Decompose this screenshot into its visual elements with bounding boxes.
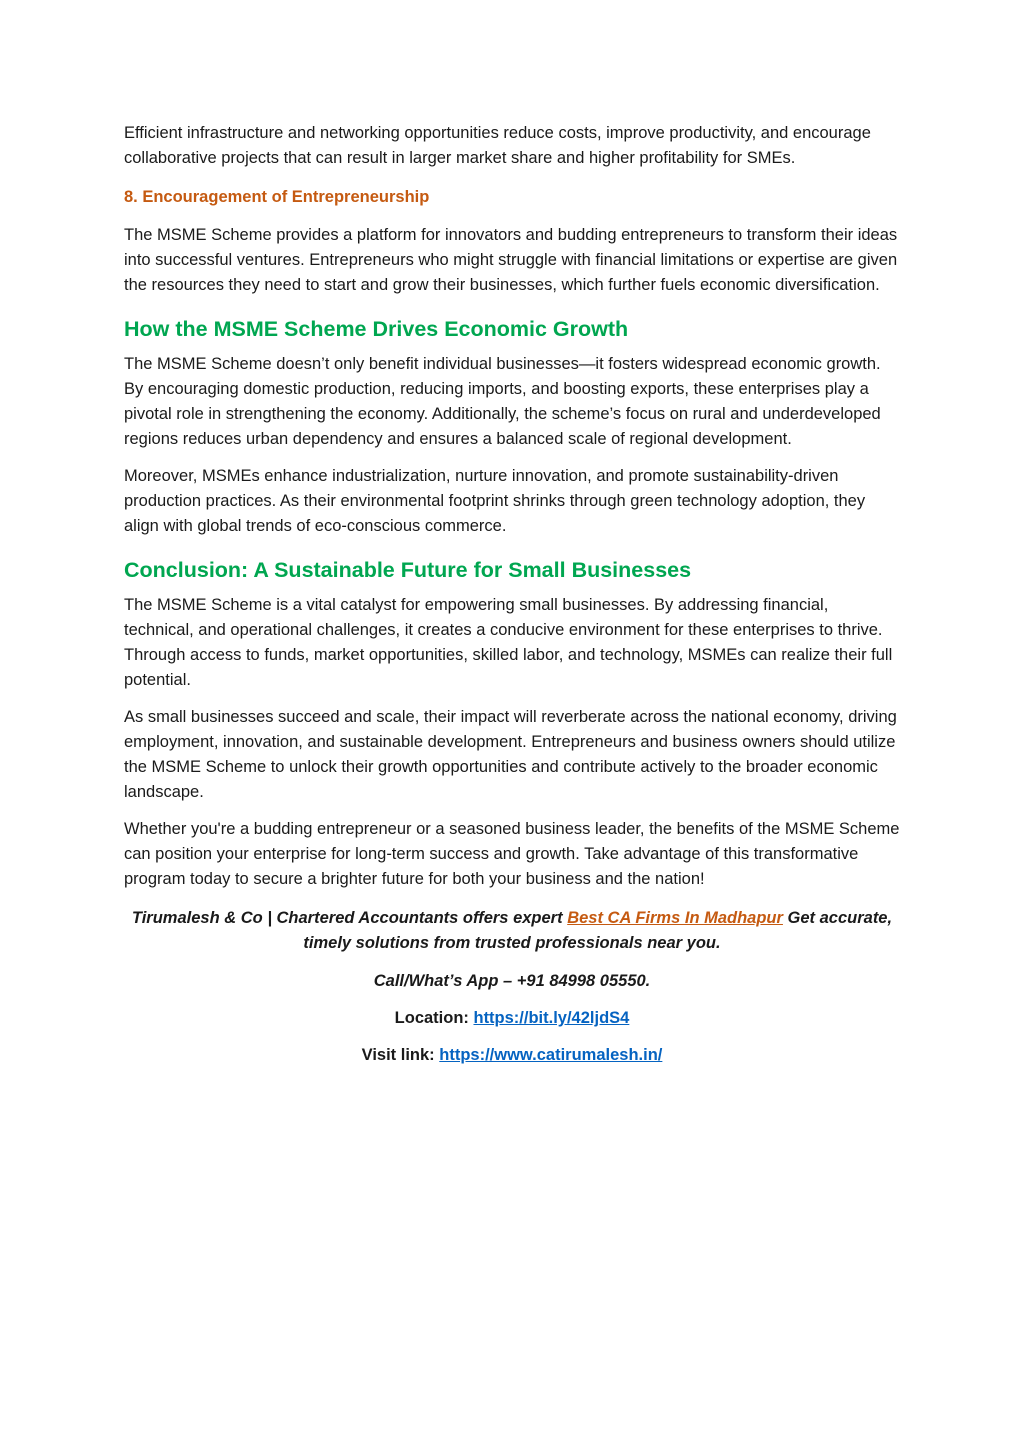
conclusion-heading: Conclusion: A Sustainable Future for Small Businesses xyxy=(124,558,692,582)
best-ca-firms-link[interactable]: Best CA Firms In Madhapur xyxy=(567,909,783,927)
location-label: Location: xyxy=(394,1009,474,1027)
intro-paragraph: Efficient infrastructure and networking opportunities reduce costs, improve productivity, and encourage collaborative projects that can result in larger market share and higher profitability for SMEs. xyxy=(124,124,871,167)
promo-text-before: Tirumalesh & Co | Chartered Accountants offers expert xyxy=(131,909,568,927)
promo-line xyxy=(124,906,900,956)
website-link[interactable]: https://www.catirumalesh.in/ xyxy=(439,1046,663,1064)
location-line xyxy=(124,1006,900,1031)
growth-paragraph-2: Moreover, MSMEs enhance industrialization, nurture innovation, and promote sustainability-driven production practices. As their environmental footprint shrinks through green technology adoption, they align with global trends of eco-conscious commerce. xyxy=(124,467,866,535)
promo-text-after: Get accurate, timely solutions from trusted professionals near you. xyxy=(303,909,893,952)
conclusion-paragraph-1: The MSME Scheme is a vital catalyst for empowering small businesses. By addressing financial, technical, and operational challenges, it creates a conducive environment for these enterprises to thrive. Through access to funds, market opportunities, skilled labor, and technology, MSMEs can realize their full potential. xyxy=(124,596,893,689)
conclusion-paragraph-2: As small businesses succeed and scale, their impact will reverberate across the national economy, driving employment, innovation, and sustainable development. Entrepreneurs and business owners should utilize the MSME Scheme to unlock their growth opportunities and contribute actively to the broader economic landscape. xyxy=(124,708,897,801)
section-8-heading: 8. Encouragement of Entrepreneurship xyxy=(124,188,430,206)
growth-heading: How the MSME Scheme Drives Economic Growth xyxy=(124,317,629,341)
call-line: Call/What’s App – +91 84998 05550. xyxy=(373,972,651,990)
location-link[interactable]: https://bit.ly/42ljdS4 xyxy=(473,1009,630,1027)
growth-paragraph-1: The MSME Scheme doesn’t only benefit individual businesses—it fosters widespread economic growth. By encouraging domestic production, reducing imports, and boosting exports, these enterprises play a pivotal role in strengthening the economy. Additionally, the scheme’s focus on rural and underdeveloped regions reduces urban dependency and ensures a balanced scale of regional development. xyxy=(124,355,881,448)
visit-line xyxy=(124,1043,900,1068)
conclusion-paragraph-3: Whether you're a budding entrepreneur or a seasoned business leader, the benefits of the MSME Scheme can position your enterprise for long-term success and growth. Take advantage of this transformative program today to secure a brighter future for both your business and the nation! xyxy=(124,820,900,888)
section-8-paragraph: The MSME Scheme provides a platform for innovators and budding entrepreneurs to transform their ideas into successful ventures. Entrepreneurs who might struggle with financial limitations or expertise are given the resources they need to start and grow their businesses, which further fuels economic diversification. xyxy=(124,226,898,294)
visit-label: Visit link: xyxy=(361,1046,440,1064)
